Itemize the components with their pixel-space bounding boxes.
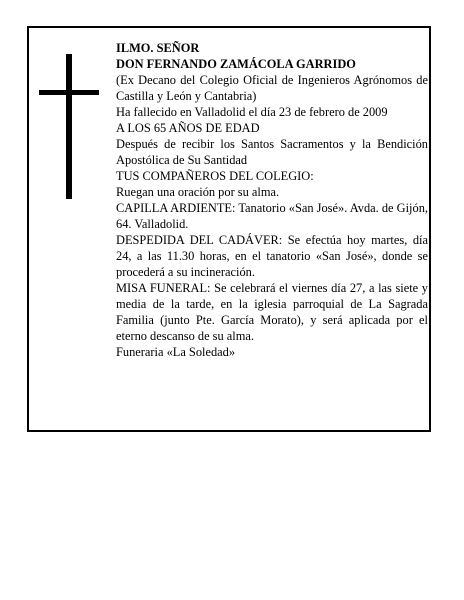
obituary-notice xyxy=(27,26,431,432)
cross-vertical-bar xyxy=(66,54,72,199)
notice-body xyxy=(116,40,428,360)
sacraments-line: Después de recibir los Santos Sacramentos y la Bendición Apostólica de Su Santidad xyxy=(116,137,428,167)
farewell-info: DESPEDIDA DEL CADÁVER: Se efectúa hoy martes, día 24, a las 11.30 horas, en el tanatorio «San José», donde se procederá a su incineración. xyxy=(116,233,428,279)
honorific-title: ILMO. SEÑOR xyxy=(116,41,200,55)
cross-horizontal-bar xyxy=(39,90,99,95)
prayer-request: Ruegan una oración por su alma. xyxy=(116,185,280,199)
signatories: TUS COMPAÑEROS DEL COLEGIO: xyxy=(116,169,314,183)
age-line: A LOS 65 AÑOS DE EDAD xyxy=(116,121,260,135)
deceased-name: DON FERNANDO ZAMÁCOLA GARRIDO xyxy=(116,57,356,71)
funeral-mass-info: MISA FUNERAL: Se celebrará el viernes día 27, a las siete y media de la tarde, en la iglesia parroquial de La Sagrada Familia (junto Pte. García Morato), y será aplicada por el eterno descanso de su alma. xyxy=(116,281,428,343)
cross-icon xyxy=(39,54,99,199)
death-notice: Ha fallecido en Valladolid el día 23 de febrero de 2009 xyxy=(116,105,388,119)
affiliation: (Ex Decano del Colegio Oficial de Ingenieros Agrónomos de Castilla y León y Cantabria) xyxy=(116,73,428,103)
funeral-home: Funeraria «La Soledad» xyxy=(116,345,236,359)
chapel-info: CAPILLA ARDIENTE: Tanatorio «San José». Avda. de Gijón, 64. Valladolid. xyxy=(116,201,428,231)
